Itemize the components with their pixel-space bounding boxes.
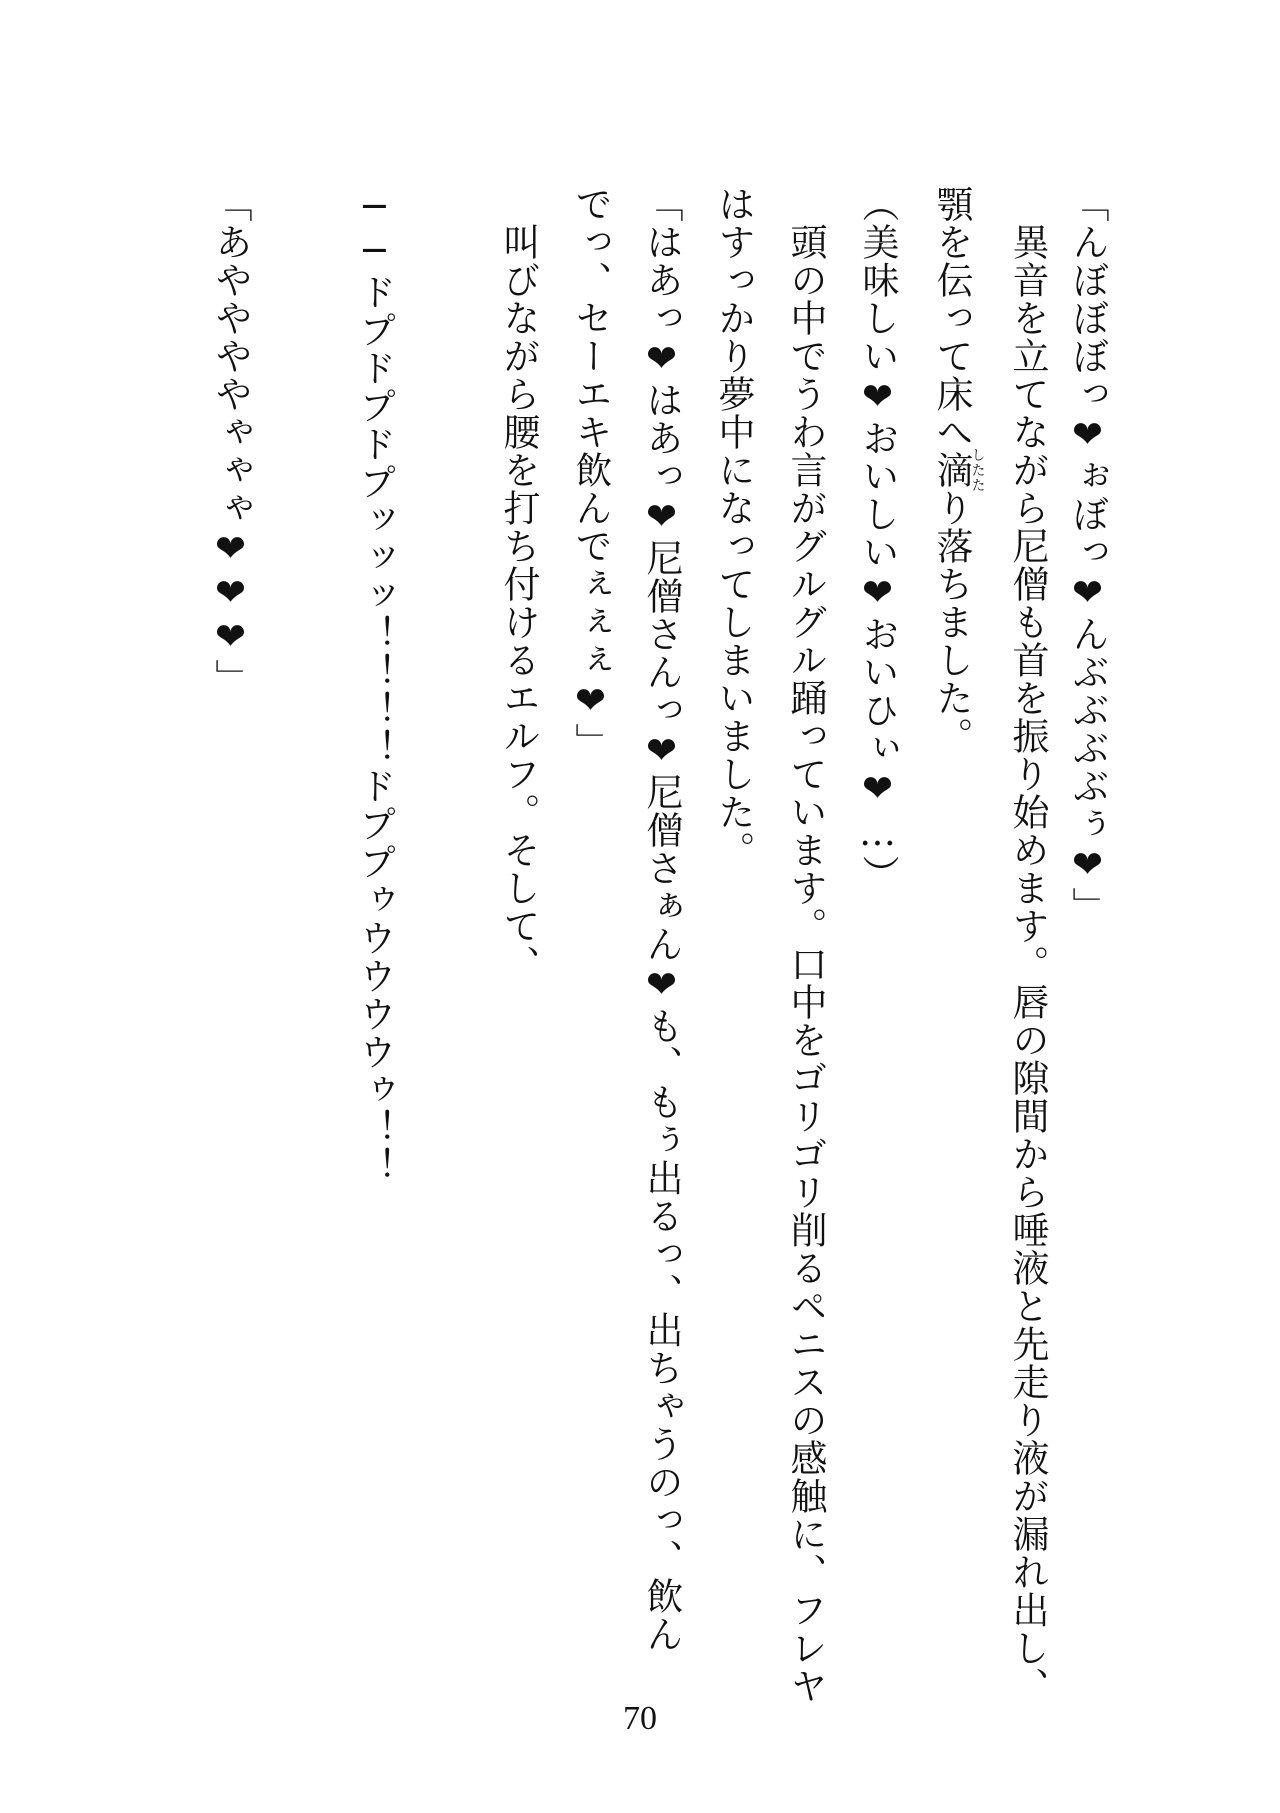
text-line-1: 「んぼぼぼっ❤ぉぼっ❤んぶぶぶぶぅ❤」 xyxy=(1066,185,1109,925)
text-line-3-after: り落ちました。 xyxy=(930,489,973,755)
text-line-5: 頭の中でうわ言がグルグル踊っています。口中をゴリゴリ削るペニスの感触に、フレヤ xyxy=(784,185,827,1705)
ruby-reading: したた xyxy=(969,447,986,493)
text-line-7: 「はあっ❤はあっ❤尼僧さんっ❤尼僧さぁん❤も、もぅ出るっ、出ちゃうのっ、飲ん xyxy=(640,185,683,1653)
text-line-3-before: 顎を伝って床へ xyxy=(930,185,973,451)
text-line-2: 異音を立てながら尼僧も首を振り始めます。唇の隙間から唾液と先走り液が漏れ出し、 xyxy=(1006,185,1049,1705)
text-line-6: はすっかり夢中になってしまいました。 xyxy=(712,185,755,869)
page-number: 70 xyxy=(623,1700,657,1737)
text-line-11: ──ドプドプドプッッッ！！！！ドププゥウウウウゥ！！ xyxy=(353,185,396,1185)
ruby-base: 滴 xyxy=(930,447,973,493)
text-line-3 xyxy=(926,185,985,755)
text-line-8: でっ、セーエキ飲んでぇぇぇ❤」 xyxy=(569,185,612,761)
text-line-13: 「あややややゃゃゃ❤❤❤」 xyxy=(209,185,252,697)
text-line-9: 叫びながら腰を打ち付けるエルフ。そして、 xyxy=(497,185,540,983)
text-line-4: （美味しい❤おいしい❤おいひぃ❤…） xyxy=(856,185,899,893)
ruby-word xyxy=(930,447,986,493)
